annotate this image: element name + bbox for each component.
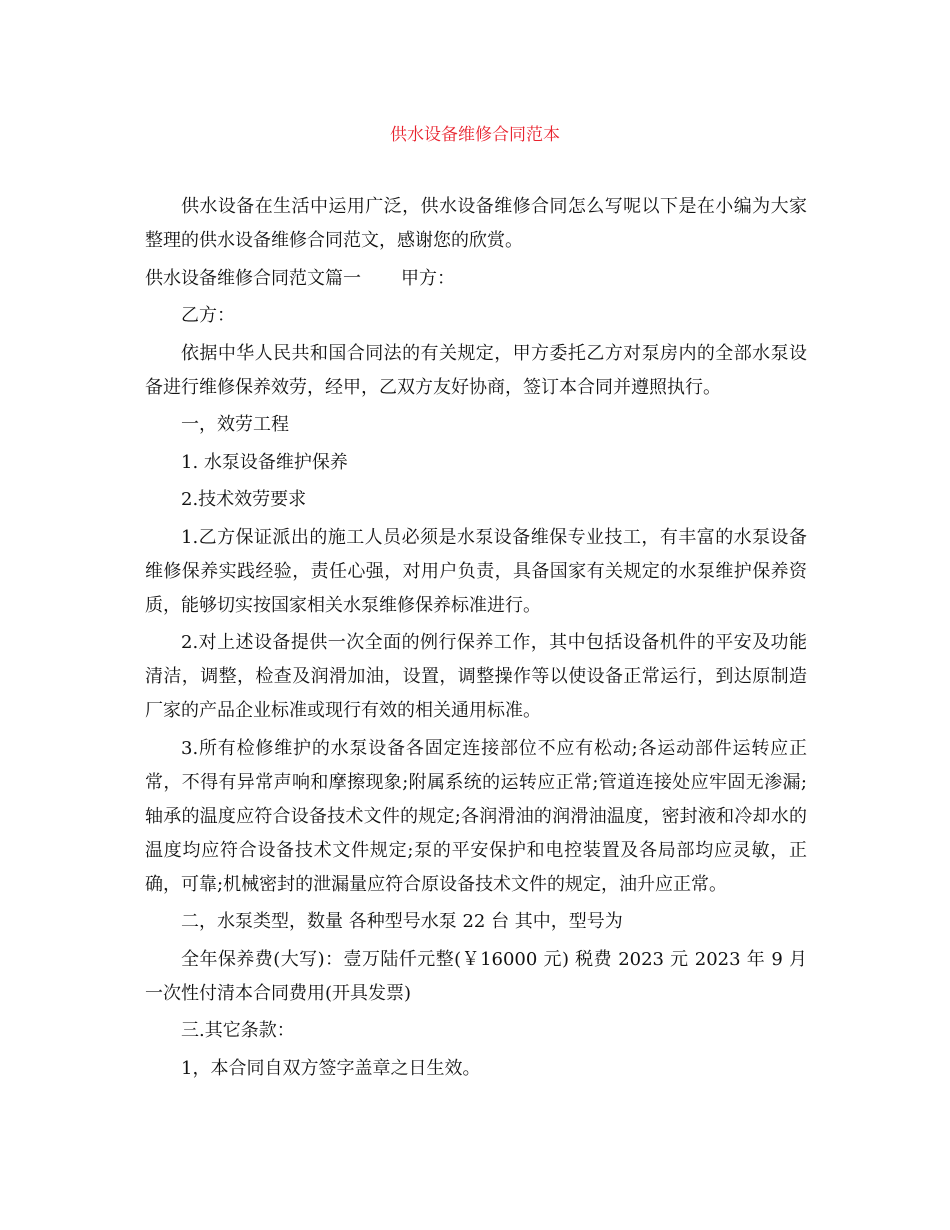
requirement-3: 3.所有检修维护的水泵设备各固定连接部位不应有松动;各运动部件运转应正常，不得有异常声响和摩擦现象;附属系统的运转应正常;管道连接处应牢固无渗漏;轴承的温度应符合设备技术文件的规定;各润滑油的润滑油温度，密封液和冷却水的温度均应符合设备技术文件规定;泵的平安保护和电控装置及各局部均应灵敏，正确，可靠;机械密封的泄漏量应符合原设备技术文件的规定，油升应正常。	[145, 737, 807, 895]
basis-paragraph: 依据中华人民共和国合同法的有关规定，甲方委托乙方对泵房内的全部水泵设备进行维修保养效劳，经甲，乙双方友好协商，签订本合同并遵照执行。	[145, 342, 807, 398]
part-heading-line	[145, 262, 807, 296]
requirement-1: 1.乙方保证派出的施工人员必须是水泵设备维保专业技工，有丰富的水泵设备维修保养实践经验，责任心强，对用户负责，具备国家有关规定的水泵维护保养资质，能够切实按国家相关水泵维修保养标准进行。	[145, 526, 807, 616]
party-b-label: 乙方：	[181, 305, 235, 326]
section3-title: 三.其它条款：	[181, 1020, 295, 1041]
document-body	[145, 190, 807, 1089]
section2-paragraph: 二，水泵类型，数量 各种型号水泵 22 台 其中，型号为	[181, 911, 623, 932]
party-a-label: 甲方：	[401, 267, 455, 289]
section1-title: 一，效劳工程	[181, 414, 289, 435]
document-title: 供水设备维修合同范本	[390, 125, 560, 145]
item2: 2.技术效劳要求	[181, 489, 307, 510]
requirement-2: 2.对上述设备提供一次全面的例行保养工作，其中包括设备机件的平安及功能清洁，调整，检查及润滑加油，设置，调整操作等以使设备正常运行，到达原制造厂家的产品企业标准或现行有效的相关通用标准。	[145, 632, 807, 721]
clause-1: 1，本合同自双方签字盖章之日生效。	[181, 1057, 481, 1079]
item1: 1. 水泵设备维护保养	[181, 451, 348, 473]
intro-paragraph: 供水设备在生活中运用广泛，供水设备维修合同怎么写呢以下是在小编为大家整理的供水设备维修合同范文，感谢您的欣赏。	[145, 196, 807, 251]
part-heading: 供水设备维修合同范文篇一	[145, 267, 361, 289]
fee-paragraph: 全年保养费(大写)：壹万陆仟元整(￥16000 元) 税费 2023 元 2023 年 9 月一次性付清本合同费用(开具发票)	[145, 948, 807, 1004]
